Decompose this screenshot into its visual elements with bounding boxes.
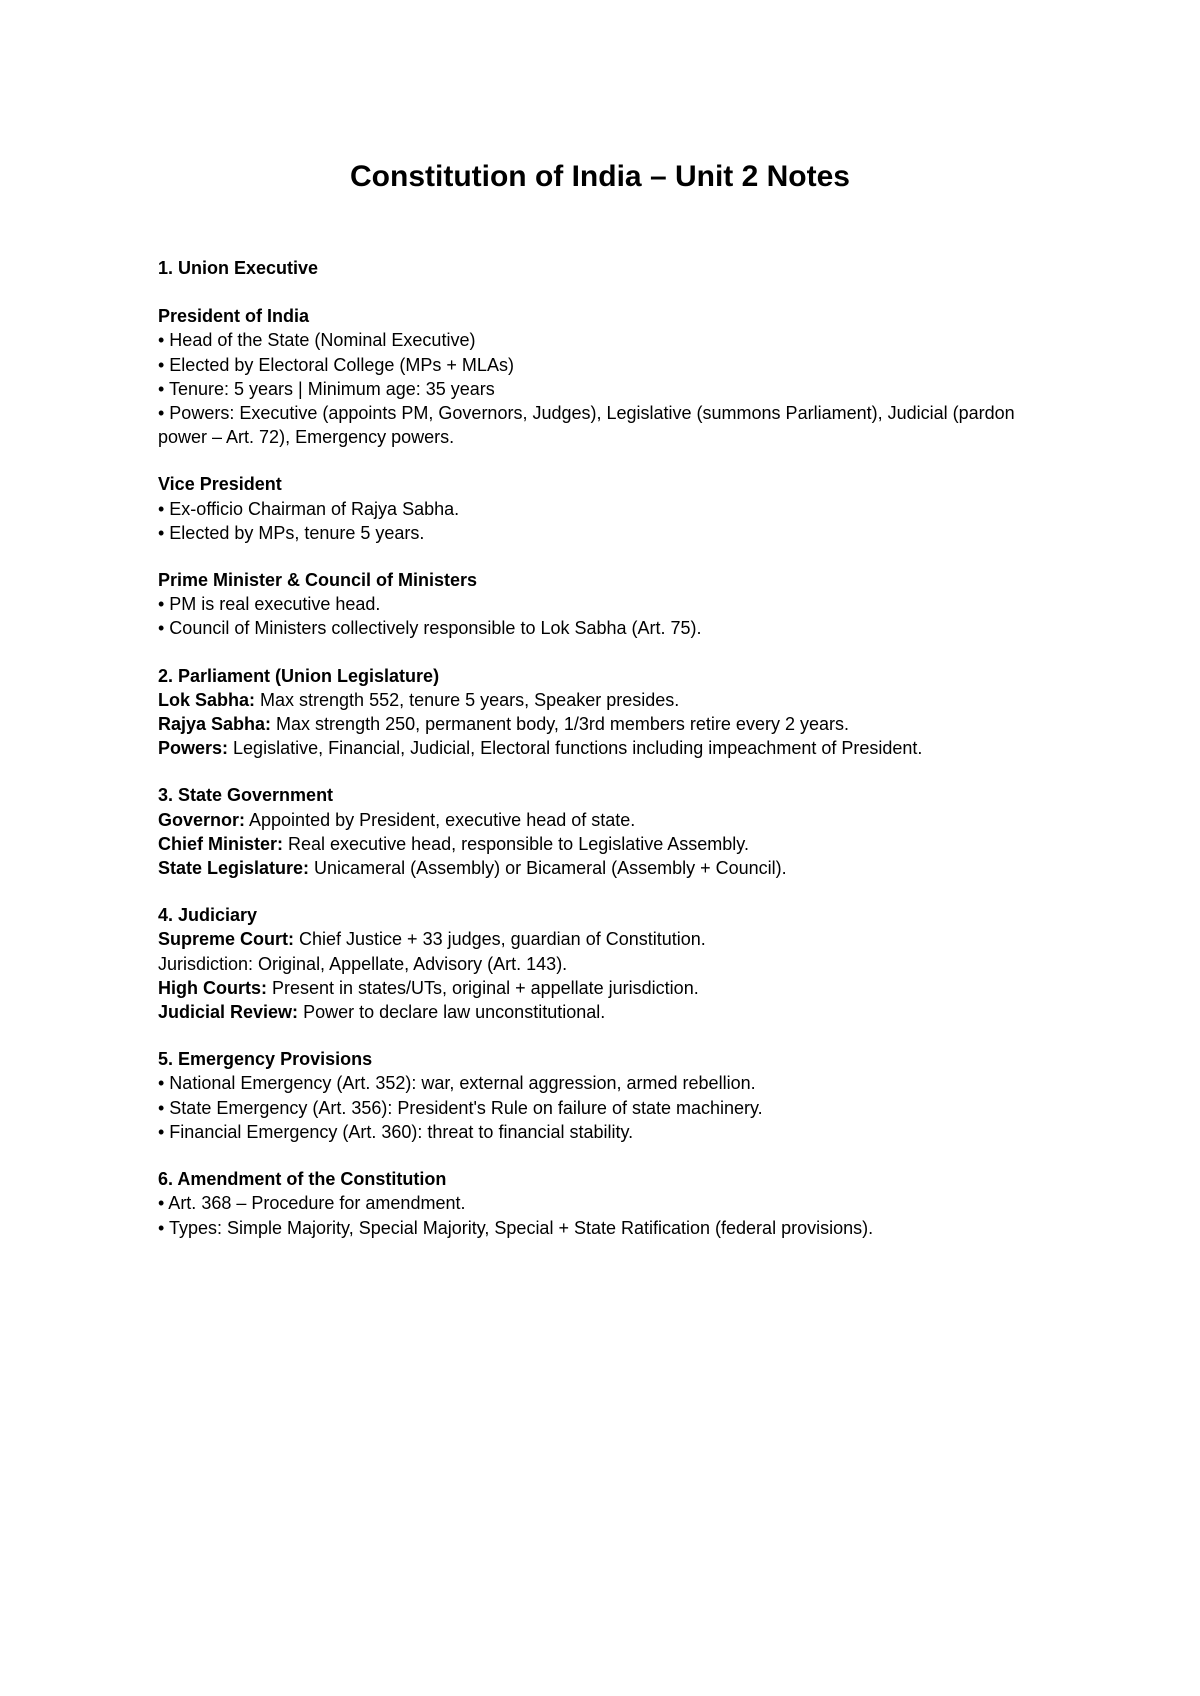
definition-row (158, 976, 1058, 1000)
section-heading: 1. Union Executive (158, 258, 319, 278)
term: Rajya Sabha: (158, 714, 272, 735)
term: State Legislature: (158, 858, 310, 879)
list-item: • Ex-officio Chairman of Rajya Sabha. (158, 498, 460, 519)
list-item: • Head of the State (Nominal Executive) (158, 330, 476, 351)
list-item: • Types: Simple Majority, Special Majority, Special + State Ratification (federal provisions). (158, 1217, 874, 1238)
definition-row (158, 832, 1058, 856)
definition-row (158, 688, 1058, 712)
list-item: • Financial Emergency (Art. 360): threat to financial stability. (158, 1121, 634, 1142)
list-item: • PM is real executive head. (158, 594, 381, 615)
page-title: Constitution of India – Unit 2 Notes (350, 160, 850, 193)
notes-body (158, 256, 1058, 1240)
section-heading: 4. Judiciary (158, 905, 258, 926)
definition: Present in states/UTs, original + appellate jurisdiction. (266, 977, 699, 998)
term: Chief Minister: (158, 833, 284, 854)
list-item: • Tenure: 5 years | Minimum age: 35 years (158, 378, 495, 399)
definition: Legislative, Financial, Judicial, Electoral functions including impeachment of President. (228, 738, 923, 759)
definition-row (158, 808, 1058, 832)
term: Lok Sabha: (158, 689, 256, 710)
section-heading: 3. State Government (158, 785, 334, 806)
term: Powers: (158, 738, 229, 759)
term: Governor: (158, 809, 246, 830)
definition-row (158, 1000, 1058, 1024)
definition: Max strength 552, tenure 5 years, Speaker presides. (255, 689, 680, 710)
definition: Unicameral (Assembly) or Bicameral (Assembly + Council). (309, 858, 787, 879)
section-heading: 6. Amendment of the Constitution (158, 1169, 447, 1190)
definition-row (158, 736, 1058, 760)
list-item: • National Emergency (Art. 352): war, external aggression, armed rebellion. (158, 1073, 756, 1094)
subheading: Vice President (158, 474, 282, 495)
term: Judicial Review: (158, 1002, 299, 1023)
definition-row (158, 856, 1058, 880)
section-heading: 2. Parliament (Union Legislature) (158, 665, 440, 686)
definition: Power to declare law unconstitutional. (298, 1002, 606, 1023)
definition-row (158, 927, 1058, 951)
plain-line: Jurisdiction: Original, Appellate, Advisory (Art. 143). (158, 953, 568, 974)
definition: Max strength 250, permanent body, 1/3rd members retire every 2 years. (271, 714, 849, 735)
list-item: • State Emergency (Art. 356): President's Rule on failure of state machinery. (158, 1097, 763, 1118)
definition: Appointed by President, executive head of state. (245, 809, 636, 830)
list-item: • Powers: Executive (appoints PM, Governors, Judges), Legislative (summons Parliament), Judicial (pardon power – Art. 72), Emergency powers. (158, 403, 1015, 448)
section-heading: 5. Emergency Provisions (158, 1049, 373, 1070)
list-item: • Elected by Electoral College (MPs + MLAs) (158, 354, 514, 375)
list-item: • Elected by MPs, tenure 5 years. (158, 522, 425, 543)
list-item: • Council of Ministers collectively responsible to Lok Sabha (Art. 75). (158, 618, 702, 639)
subheading: Prime Minister & Council of Ministers (158, 570, 478, 591)
definition: Real executive head, responsible to Legislative Assembly. (283, 833, 749, 854)
list-item: • Art. 368 – Procedure for amendment. (158, 1193, 466, 1214)
term: High Courts: (158, 977, 267, 998)
definition: Chief Justice + 33 judges, guardian of Constitution. (294, 929, 706, 950)
subheading: President of India (158, 306, 310, 327)
term: Supreme Court: (158, 929, 295, 950)
definition-row (158, 712, 1058, 736)
